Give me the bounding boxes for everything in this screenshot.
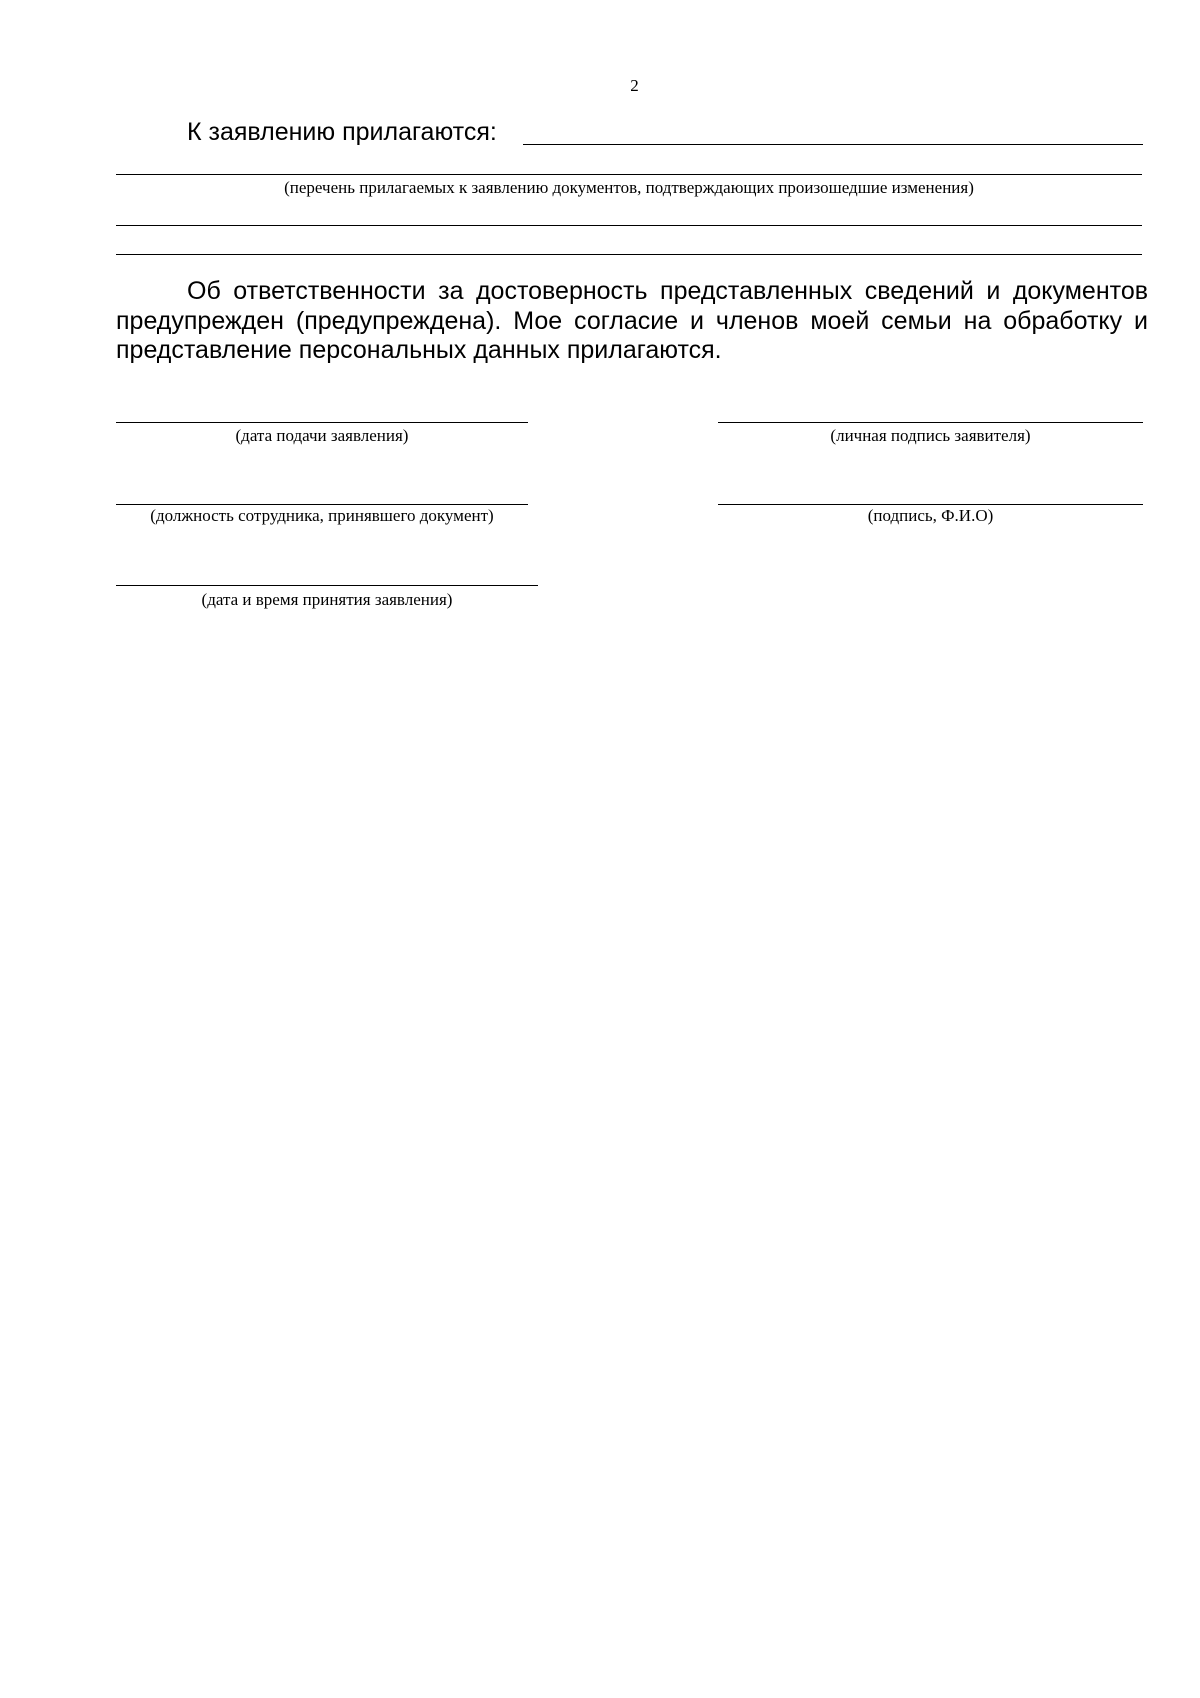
attachments-input-line-1[interactable]: [523, 144, 1143, 145]
attachments-input-line-3[interactable]: [116, 225, 1142, 226]
employee-position-line[interactable]: [116, 504, 528, 505]
acceptance-datetime-line[interactable]: [116, 585, 538, 586]
acceptance-datetime-caption: (дата и время принятия заявления): [201, 590, 453, 609]
applicant-signature-caption: (личная подпись заявителя): [830, 426, 1031, 445]
page-number: 2: [630, 76, 639, 95]
responsibility-statement: Об ответственности за достоверность представленных сведений и документов предупрежден (предупреждена). Мое согласие и членов моей семьи на обработку и представление персональных данных прилагаются.: [116, 277, 1148, 364]
submission-date-caption: (дата подачи заявления): [235, 426, 409, 445]
signature-name-caption: (подпись, Ф.И.О): [867, 506, 994, 525]
attachments-label: К заявлению прилагаются:: [187, 118, 497, 146]
employee-position-caption: (должность сотрудника, принявшего документ): [150, 506, 494, 525]
signature-name-line[interactable]: [718, 504, 1143, 505]
attachments-caption: (перечень прилагаемых к заявлению документов, подтверждающих произошедшие изменения): [284, 178, 974, 197]
applicant-signature-line[interactable]: [718, 422, 1143, 423]
submission-date-line[interactable]: [116, 422, 528, 423]
attachments-input-line-4[interactable]: [116, 254, 1142, 255]
attachments-input-line-2[interactable]: [116, 174, 1142, 175]
